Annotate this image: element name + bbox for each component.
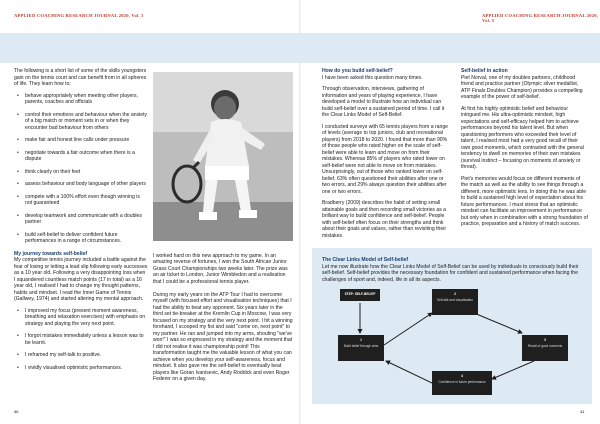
skills-intro: The following is a short list of some of the skills youngsters gain on the tennis court and can benefit from in all spheres of life. They learn how to: [14,68,147,87]
list-item: • I improved my focus (present moment awareness, breathing and relaxation exercises) with emphasis on strategy and playing the very next point. [14,308,148,328]
column-2 [153,246,293,394]
model-title: The Clear Links Model of Self-belief [322,257,409,263]
list-item: • think clearly on their feet [14,169,148,176]
career-text: I worked hard on this new approach to my game. In an amazing reverse of fortunes, I won the South African Junior Grass Court Championships two weeks later. The prize was an air ticket to London, Junior Wimbledon and a realisation that I could be a professional tennis player. During my early years on the ATP Tour I had to overcome myself (with focused effort and visualisation techniques) that I had the ability to beat any opponent. Six years later in the third set tie-breaker at the Kremlin Cup in Moscow, I was very focused on my strategy and the very next point. I hit a winning forehand, I scooped my fist and said "come on, next point" to my partner. He ran and jumped into my arms, shouting "we've won!" I was so engrossed in my strategy and the moment that I did not realise it was championship point! This transformation taught me the valuable lesson of what you can achieve when you develop your self-awareness, focus and mindset. It also gave me the self-belief to eventually beat players like Goran Ivanisevic, Andy Roddick and even Roger Federer on a given day. [153,252,293,382]
model-description: Let me now illustrate how the Clear Links Model of Self-Belief can be used by individuals to consciously build their self-belief. Self-belief provides the necessary foundation for confident and sustained performance when facing the challenges of sport and, indeed, life in all its aspects. [322,264,579,283]
in-action-heading: Self-belief in action [461,68,508,74]
list-item: • control their emotions and behaviour when the anxiety of a big match or moment sets in or when they encounter bad behaviour from others [14,112,148,132]
column-1 [14,68,148,377]
diagram-node-4: 4 Confidence in future performance [432,371,492,395]
list-item: • make fair and honest line calls under pressure [14,137,148,144]
header-band [0,33,600,63]
running-header-right: APPLIED COACHING RESEARCH JOURNAL 2020, Vol. 5 [482,13,599,23]
list-item: • compete with a 100% effort even though winning is not guaranteed [14,194,148,207]
page-number-left: 40 [14,409,19,414]
diagram-node-top: STEP: SELF-BELIEF [340,289,380,301]
list-item: • assess behaviour and body language of other players [14,181,148,188]
page-number-right: 41 [580,409,585,414]
diagram-node-3: 3 Recall of good moments [522,335,568,361]
list-item: • I reframed my self-talk to positive. [14,352,148,359]
tennis-player-photo [153,72,293,241]
diagram-node-1: 1 Build belief through wins [338,335,384,361]
list-item: • develop teamwork and communicate with a doubles partner [14,213,148,226]
diagram-node-2: 2 Self-talk and visualisation [432,289,478,315]
column-4 [461,68,588,233]
column-3 [322,68,450,244]
paragraph: Piet Norval, one of my doubles partners, childhood friend and practice partner (Olympic silver medallist, ATP Finals Doubles Champion) provides a compelling example of the power of self-belief. [461,74,583,100]
list-item: • behave appropriately when meeting other players, parents, coaches and officials [14,93,148,106]
journey-text: My competitive tennis journey included a battle against the fear of losing or letting a lead slip following early successes as a 10 year old. Following a very disappointing loss when I squandered countless match points (17 in total) as a 16 year old, I realised I had to change my thought patterns, habits and mindset. I read the Inner Game of Tennis (Gallwey, 1974) and started altering my mental approach. [14,257,148,302]
changes-list [14,308,148,372]
tennis-player-illustration [153,72,293,241]
paragraph: I conducted surveys with 65 tennis players from a range of levels (average to top juniors, club and recreational players) from 2018 to 2020. I found that more than 90% of those people who rated higher on the scale of self-belief were able to learn and move on from their mistakes. Whereas 85% of players who rated lower on self-belief were not able to move on from mistakes. Unsurprisingly, out of those who ranked lower on self-belief, 63% often questioned their abilities after one or two errors, and 29% always question their abilities after one or two errors. [322,123,448,195]
list-item: • negotiate towards a fair outcome when there is a dispute [14,150,148,163]
page-gutter [299,0,301,424]
self-belief-heading: How do you build self-belief? [322,68,393,74]
paragraph: At first his highly optimistic belief and behaviour intrigued me. His ultra-optimistic mindset, high expectations and self-efficacy helped him to achieve performances beyond his talent level. But when questioning performers who exceeded their level of talent, I realised most had a very good recall of their own good moments, which contrasted with the general tendency to dwell on memories of their own mistakes (survival instinct – focusing on moments of anxiety or threat). [461,105,584,170]
list-item: • I forgot mistakes immediately unless a lesson was to be learnt. [14,333,148,346]
paragraph: Bradberry (2009) describes the habit of setting small attainable goals and then recording small victories as a brilliant way to build confidence and self-belief. People with self-belief often focus on their strengths and think about their goals and values, rather than revisiting their mistakes. [322,200,447,239]
skills-list [14,93,148,245]
list-item: • I vividly visualised optimistic performances. [14,365,148,372]
paragraph: Piet's memories would focus on different moments of the match as well as the ability to see things through a different, more optimistic lens. In doing this he was able to build a sustained high level of expectation about his future performances. I must stress that an optimistic mindset can facilitate an improvement in performance but only when in combination with a strong foundation of practice, preparation and a history of match success. [461,175,588,227]
clear-links-diagram [322,283,584,401]
paragraph: Through observation, interviews, gathering of information and years of playing experience, I have developed a model to illustrate how an individual can build self-belief over a sustained period of time. I call it the Clear Links Model of Self-Belief. [322,86,445,118]
paragraph: I have been asked this question many times. [322,74,423,81]
running-header-left: APPLIED COACHING RESEARCH JOURNAL 2020, Vol. 5 [14,13,144,18]
journey-heading: My journey towards self-belief [14,250,88,257]
list-item: • build self-belief to deliver confident future performances in a range of circumstances. [14,232,148,245]
